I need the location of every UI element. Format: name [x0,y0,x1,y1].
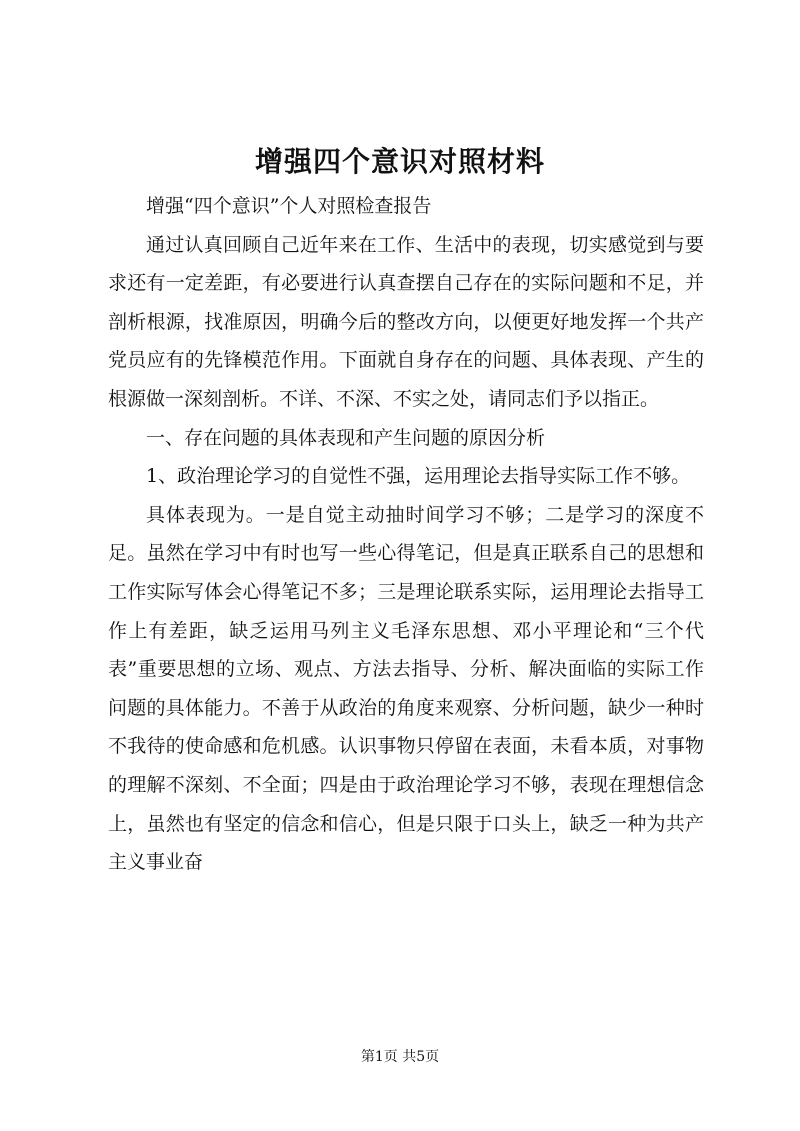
document-body [108,187,704,882]
intro-paragraph: 通过认真回顾自己近年来在工作、生活中的表现，切实感觉到与要求还有一定差距，有必要进行认真查摆自己存在的实际问题和不足，并剖析根源，找准原因，明确今后的整改方向，以便更好地发挥一个共产党员应有的先锋模范作用。下面就自身存在的问题、具体表现、产生的根源做一深刻剖析。不详、不深、不实之处，请同志们予以指正。 [108,233,704,410]
details-paragraph: 具体表现为。一是自觉主动抽时间学习不够；二是学习的深度不足。虽然在学习中有时也写一些心得笔记，但是真正联系自己的思想和工作实际写体会心得笔记不多；三是理论联系实际，运用理论去指导工作上有差距，缺乏运用马列主义毛泽东思想、邓小平理论和“三个代表”重要思想的立场、观点、方法去指导、分析、解决面临的实际工作问题的具体能力。不善于从政治的角度来观察、分析问题，缺少一种时不我待的使命感和危机感。认识事物只停留在表面，未看本质，对事物的理解不深刻、不全面；四是由于政治理论学习不够，表现在理想信念上，虽然也有坚定的信念和信心，但是只限于口头上，缺乏一种为共产主义事业奋 [108,503,704,874]
page-footer: 第1页 共5页 [360,1049,440,1065]
subsection-heading-1: 1、政治理论学习的自觉性不强，运用理论去指导实际工作不够。 [146,465,691,488]
document-title: 增强四个意识对照材料 [254,145,545,178]
section-heading-1: 一、存在问题的具体表现和产生问题的原因分析 [146,426,546,449]
report-subtitle-paragraph: 增强“四个意识”个人对照检查报告 [146,195,432,217]
